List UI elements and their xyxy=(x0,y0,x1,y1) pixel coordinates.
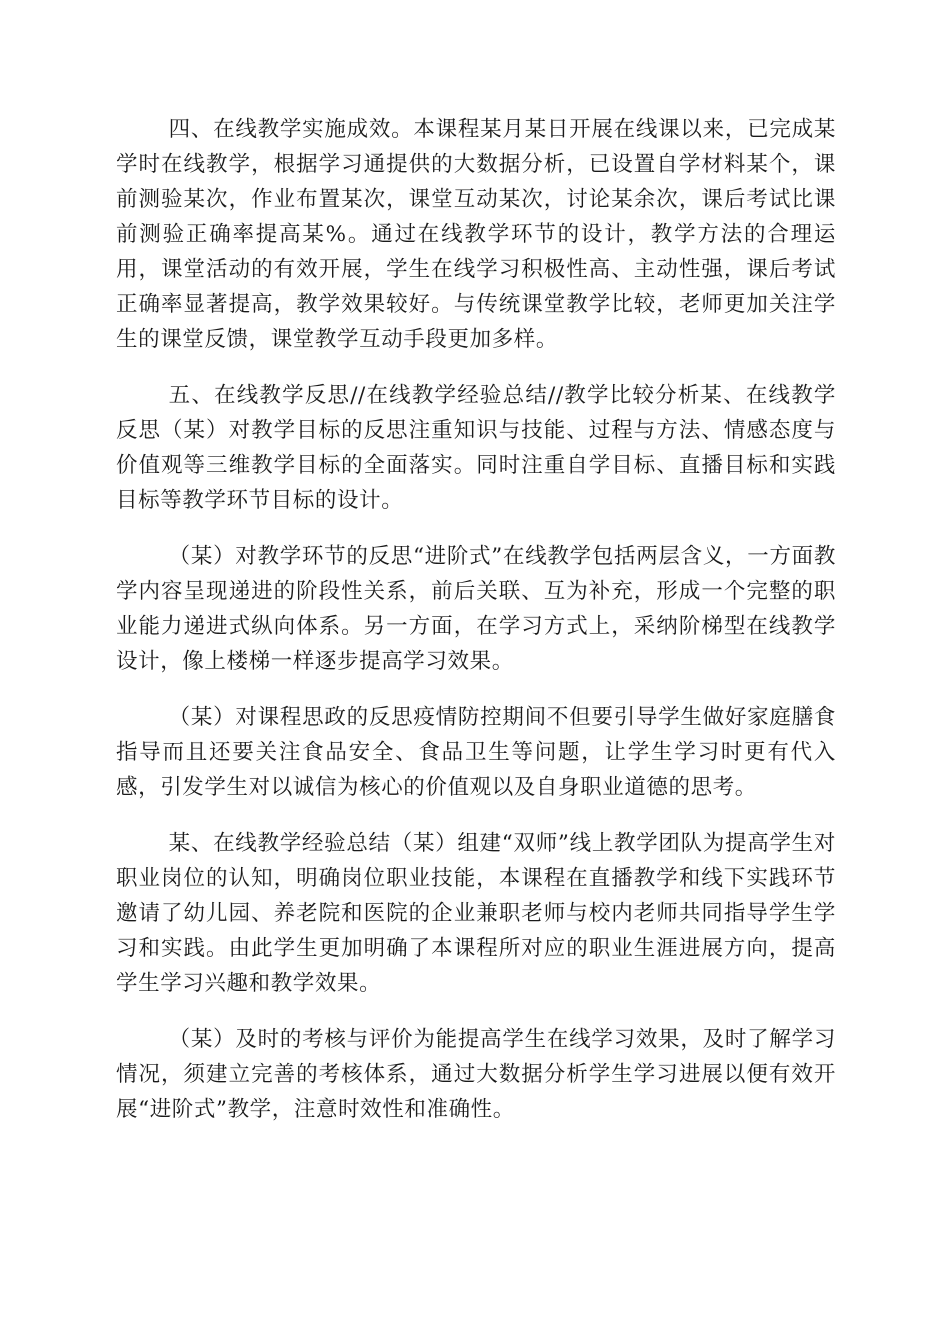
paragraph-teaching-reflection: 五、在线教学反思//在线教学经验总结//教学比较分析某、在线教学反思（某）对教学目标的反思注重知识与技能、过程与方法、情感态度与价值观等三维教学目标的全面落实。同时注重自学目标、直播目标和实践目标等教学环节目标的设计。 xyxy=(116,383,836,513)
paragraph-teaching-process-reflection: （某）对教学环节的反思“进阶式”在线教学包括两层含义，一方面教学内容呈现递进的阶段性关系，前后关联、互为补充，形成一个完整的职业能力递进式纵向体系。另一方面，在学习方式上，采纳阶梯型在线教学设计，像上楼梯一样逐步提高学习效果。 xyxy=(116,544,836,674)
paragraph-ideological-reflection: （某）对课程思政的反思疫情防控期间不但要引导学生做好家庭膳食指导而且还要关注食品安全、食品卫生等问题，让学生学习时更有代入感，引发学生对以诚信为核心的价值观以及自身职业道德的思考。 xyxy=(116,705,836,800)
paragraph-experience-summary: 某、在线教学经验总结（某）组建“双师”线上教学团队为提高学生对职业岗位的认知，明确岗位职业技能，本课程在直播教学和线下实践环节邀请了幼儿园、养老院和医院的企业兼职老师与校内老师共同指导学生学习和实践。由此学生更加明确了本课程所对应的职业生涯进展方向，提高学生学习兴趣和教学效果。 xyxy=(116,831,836,996)
document-body xyxy=(116,112,836,1127)
paragraph-implementation-results: 四、在线教学实施成效。本课程某月某日开展在线课以来，已完成某学时在线教学，根据学习通提供的大数据分析，已设置自学材料某个，课前测验某次，作业布置某次，课堂互动某次，讨论某余次，课后考试比课前测验正确率提高某%。通过在线教学环节的设计，教学方法的合理运用，课堂活动的有效开展，学生在线学习积极性高、主动性强，课后考试正确率显著提高，教学效果较好。与传统课堂教学比较，老师更加关注学生的课堂反馈，课堂教学互动手段更加多样。 xyxy=(116,117,836,352)
paragraph-assessment: （某）及时的考核与评价为能提高学生在线学习效果，及时了解学习情况，须建立完善的考核体系，通过大数据分析学生学习进展以便有效开展“进阶式”教学，注意时效性和准确性。 xyxy=(116,1027,836,1122)
